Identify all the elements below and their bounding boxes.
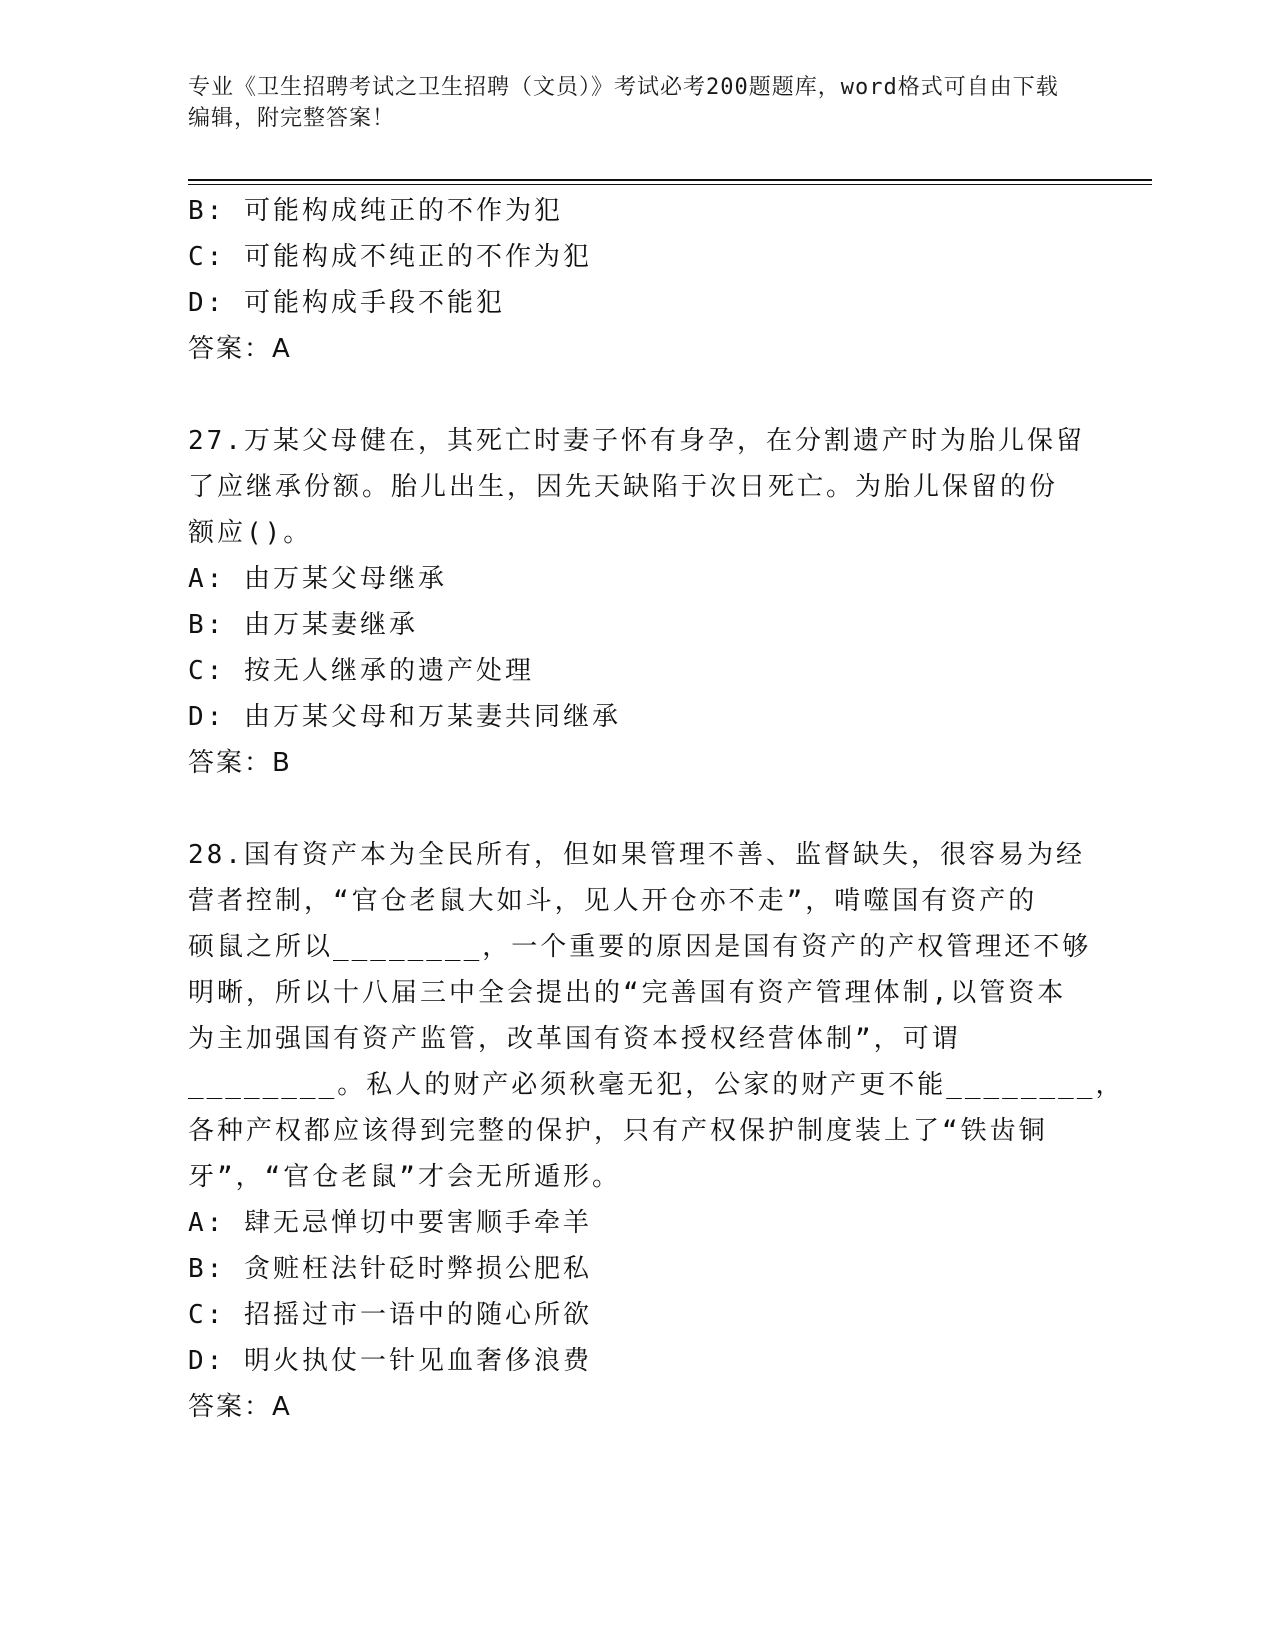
question-spacer <box>188 372 1078 418</box>
question-stem-line: 了应继承份额。胎儿出生，因先天缺陷于次日死亡。为胎儿保留的份 <box>188 472 1059 502</box>
option-b: B: 可能构成纯正的不作为犯 <box>188 196 563 226</box>
question-stem-line: 为主加强国有资产监管，改革国有资本授权经营体制”，可谓 <box>188 1024 961 1054</box>
option-b: B: 贪赃枉法针砭时弊损公肥私 <box>188 1254 592 1284</box>
answer-line: 答案：B <box>188 748 292 778</box>
question-stem-line: 硕鼠之所以________，一个重要的原因是国有资产的产权管理还不够 <box>188 932 1092 962</box>
answer-line: 答案：A <box>188 1392 292 1422</box>
question-stem-line: 28.国有资产本为全民所有，但如果管理不善、监督缺失，很容易为经 <box>188 840 1085 870</box>
option-c: C: 招摇过市一语中的随心所欲 <box>188 1300 592 1330</box>
option-c: C: 可能构成不纯正的不作为犯 <box>188 242 592 272</box>
question-27 <box>188 418 1085 786</box>
question-stem-line: 营者控制，“官仓老鼠大如斗，见人开仓亦不走”，啃噬国有资产的 <box>188 886 1038 916</box>
question-stem-line: ________。私人的财产必须秋毫无犯，公家的财产更不能________， <box>188 1070 1125 1100</box>
question-content <box>188 188 1125 1430</box>
question-stem-line: 明晰，所以十八届三中全会提出的“完善国有资产管理体制,以管资本 <box>188 978 1067 1008</box>
question-stem-line: 27.万某父母健在，其死亡时妻子怀有身孕，在分割遗产时为胎儿保留 <box>188 426 1085 456</box>
question-stem-line: 额应()。 <box>188 518 313 548</box>
question-28 <box>188 832 1125 1430</box>
question-spacer <box>188 786 1078 832</box>
question-26 <box>188 188 1078 372</box>
option-d: D: 由万某父母和万某妻共同继承 <box>188 702 621 732</box>
question-stem-line: 牙”，“官仓老鼠”才会无所遁形。 <box>188 1162 621 1192</box>
option-d: D: 明火执仗一针见血奢侈浪费 <box>188 1346 592 1376</box>
option-b: B: 由万某妻继承 <box>188 610 418 640</box>
header-rule-thin <box>188 184 1152 185</box>
question-stem-line: 各种产权都应该得到完整的保护，只有产权保护制度装上了“铁齿铜 <box>188 1116 1048 1146</box>
header-rule-thick <box>188 179 1152 181</box>
document-header: 专业《卫生招聘考试之卫生招聘（文员）》考试必考200题题库，word格式可自由下载编辑，附完整答案！ <box>188 75 1059 131</box>
answer-line: 答案：A <box>188 334 292 364</box>
option-a: A: 肆无忌惮切中要害顺手牵羊 <box>188 1208 592 1238</box>
option-a: A: 由万某父母继承 <box>188 564 447 594</box>
option-d: D: 可能构成手段不能犯 <box>188 288 505 318</box>
option-c: C: 按无人继承的遗产处理 <box>188 656 534 686</box>
